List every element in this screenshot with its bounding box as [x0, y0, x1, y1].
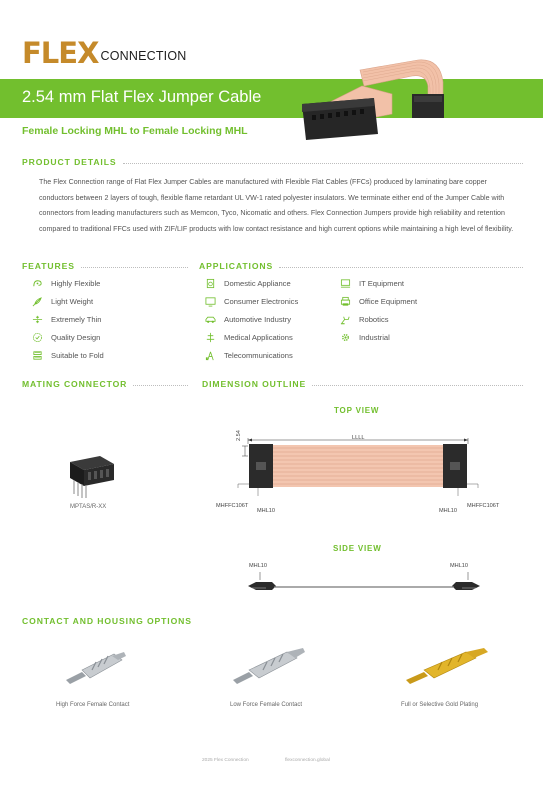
- features-header: [22, 261, 188, 271]
- footer-website[interactable]: flexconnection.global: [285, 758, 330, 763]
- high-force-contact-caption: High Force Female Contact: [56, 702, 130, 708]
- low-force-contact-image: [231, 646, 307, 688]
- list-item: Telecommunications: [205, 346, 298, 364]
- applications-list-2: [340, 274, 417, 346]
- divider: [133, 385, 188, 386]
- left-connector-label: MHL10: [257, 508, 276, 514]
- right-connector-label: MHL10: [439, 508, 458, 514]
- list-item: Automotive Industry: [205, 310, 298, 328]
- side-view-drawing: [248, 570, 480, 600]
- dimension-outline-heading: DIMENSION OUTLINE: [202, 379, 307, 389]
- brand-logo: [22, 36, 187, 68]
- side-left-label: MHL10: [249, 563, 268, 569]
- tower-icon: [205, 350, 216, 361]
- printer-icon: [340, 296, 351, 307]
- mating-connector-image: [62, 452, 122, 500]
- mating-connector-header: [22, 379, 188, 389]
- dimension-outline-header: [202, 379, 523, 389]
- contact-housing-header: [22, 616, 190, 626]
- monitor-icon: [205, 296, 216, 307]
- gold-plating-caption: Full or Selective Gold Plating: [401, 702, 479, 708]
- right-part-label: MHFFC106T: [467, 503, 500, 509]
- length-dimension-label: LLLL: [352, 435, 365, 441]
- product-details-text: The Flex Connection range of Flat Flex Jumper Cables are manufactured with Flexible Flat Cables (FFCs) produced by laminating bare copper conductors between 2 layers of tough, flexible flame retardant UL VW-1 rated polyester insulators. We terminate either end of the Jumper Cable with connectors from leading manufacturers such as Memcon, Tyco, Nicomatic and others. Flex Connection Jumpers provide high reliability and retention compared to traditional FFCs used with ZIF/LIF products with low contact resistance and high current options while maintaining a high level of flexibility.: [39, 178, 514, 233]
- divider: [81, 267, 188, 268]
- left-part-label: MHFFC106T: [216, 503, 249, 509]
- list-item: Domestic Appliance: [205, 274, 298, 292]
- list-item: Extremely Thin: [32, 310, 104, 328]
- footer-copyright: 2025 Flex Connection: [202, 758, 249, 763]
- pitch-dimension-label: 2.54: [236, 430, 242, 441]
- mating-connector-caption: MPTAS/R-XX: [70, 504, 107, 510]
- flex-icon: [32, 278, 43, 289]
- product-details-heading: PRODUCT DETAILS: [22, 157, 117, 167]
- gold-contact-image: [404, 646, 490, 688]
- page-title: 2.54 mm Flat Flex Jumper Cable: [22, 88, 262, 106]
- product-details-header: [22, 157, 523, 167]
- list-item: Suitable to Fold: [32, 346, 104, 364]
- applications-heading: APPLICATIONS: [199, 261, 274, 271]
- list-item: Industrial: [340, 328, 417, 346]
- fold-icon: [32, 350, 43, 361]
- contact-housing-heading: CONTACT AND HOUSING OPTIONS: [22, 616, 192, 626]
- list-item: Light Weight: [32, 292, 104, 310]
- car-icon: [205, 314, 216, 325]
- appliance-icon: [205, 278, 216, 289]
- divider: [312, 385, 523, 386]
- divider: [279, 267, 523, 268]
- list-item: Office Equipment: [340, 292, 417, 310]
- top-view-title: TOP VIEW: [334, 406, 380, 415]
- thin-icon: [32, 314, 43, 325]
- mating-connector-heading: MATING CONNECTOR: [22, 379, 128, 389]
- divider: [123, 163, 523, 164]
- list-item: Highly Flexible: [32, 274, 104, 292]
- side-view-title: SIDE VIEW: [333, 544, 382, 553]
- list-item: Medical Applications: [205, 328, 298, 346]
- badge-icon: [32, 332, 43, 343]
- low-force-contact-caption: Low Force Female Contact: [230, 702, 303, 708]
- robot-icon: [340, 314, 351, 325]
- features-heading: FEATURES: [22, 261, 75, 271]
- list-item: Robotics: [340, 310, 417, 328]
- medical-icon: [205, 332, 216, 343]
- logo-connection-text: CONNECTION: [100, 49, 187, 63]
- side-right-label: MHL10: [450, 563, 469, 569]
- high-force-contact-image: [62, 648, 128, 688]
- list-item: Consumer Electronics: [205, 292, 298, 310]
- logo-flex-text: FLEX: [22, 36, 99, 70]
- list-item: Quality Design: [32, 328, 104, 346]
- computer-icon: [340, 278, 351, 289]
- list-item: IT Equipment: [340, 274, 417, 292]
- applications-list-1: [205, 274, 298, 364]
- feather-icon: [32, 296, 43, 307]
- page-subtitle: Female Locking MHL to Female Locking MHL: [22, 125, 248, 137]
- gear-icon: [340, 332, 351, 343]
- hero-cable-image: [300, 52, 543, 148]
- features-list: [32, 274, 104, 364]
- applications-header: [199, 261, 523, 271]
